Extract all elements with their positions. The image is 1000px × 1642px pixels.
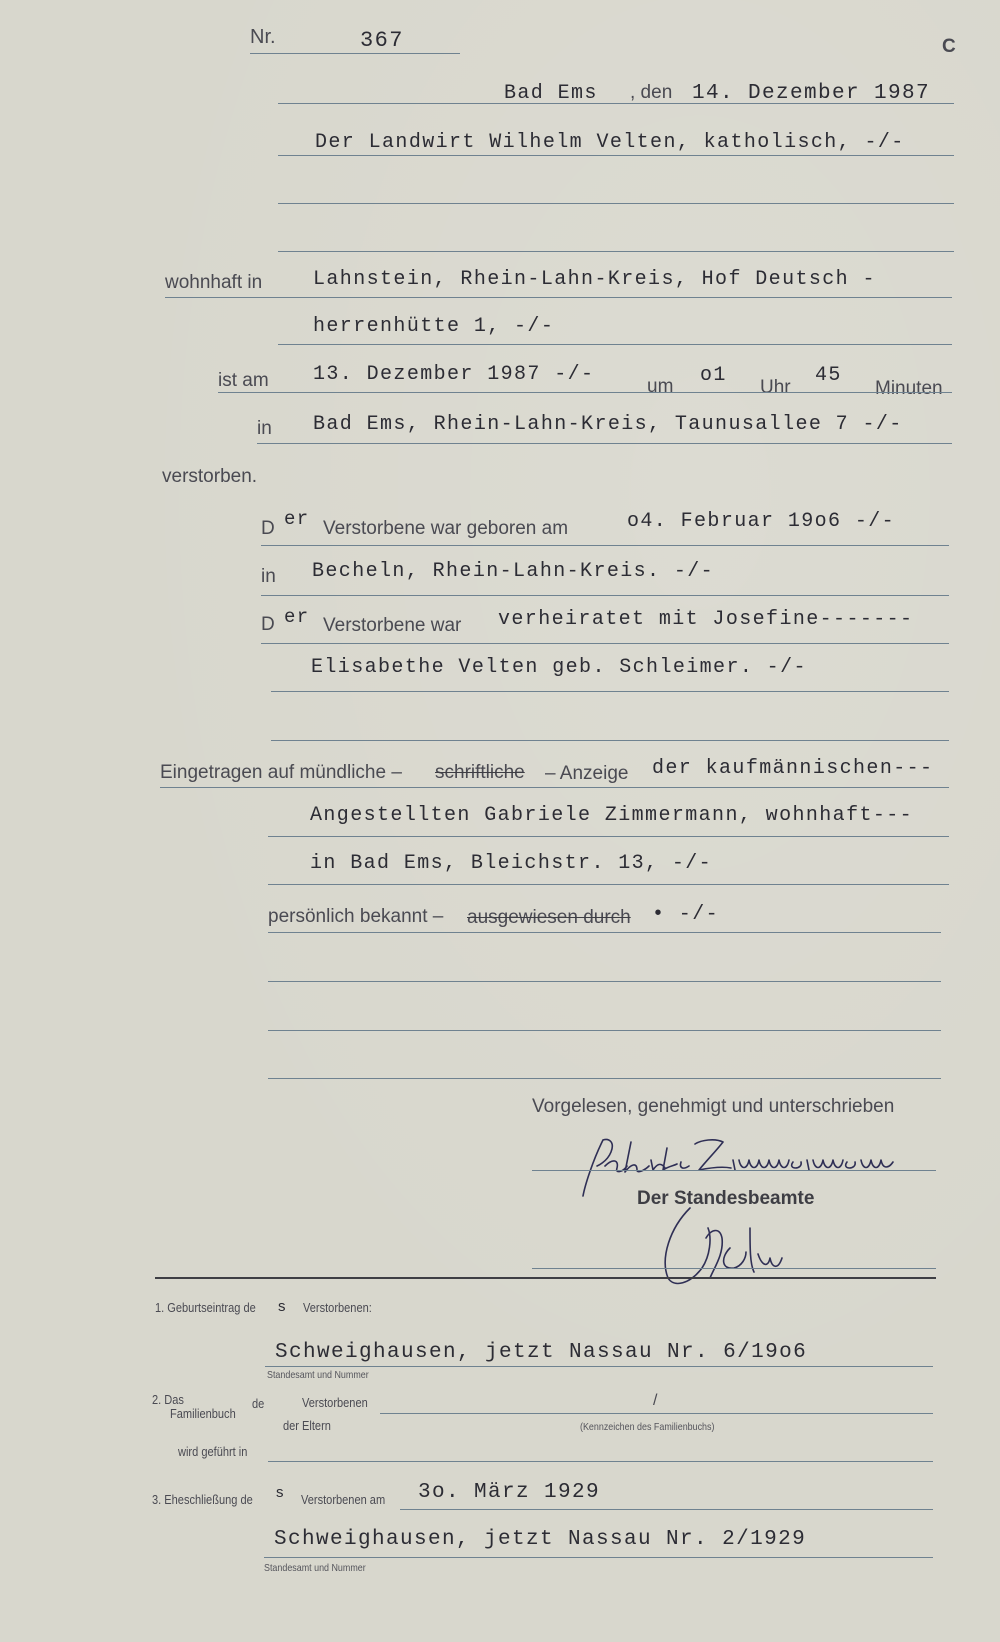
blank-rule-3: [268, 981, 941, 982]
birth-d-prefix: D: [261, 518, 275, 539]
residence-rule1: [165, 297, 952, 298]
death-hour: o1: [700, 364, 727, 387]
blank-rule-5: [268, 1078, 941, 1079]
registration-label-2: – Anzeige: [545, 763, 629, 784]
footer-item2-wird: wird geführt in: [178, 1444, 248, 1459]
footer-item2-slash: /: [653, 1392, 658, 1409]
ist-am-label: ist am: [218, 370, 269, 391]
residence-line2: herrenhütte 1, -/-: [313, 315, 555, 338]
footer-item3-value: Schweighausen, jetzt Nassau Nr. 2/1929: [274, 1528, 807, 1551]
date-line: [278, 103, 954, 104]
registration-rule1: [160, 787, 949, 788]
marital-d-prefix: D: [261, 614, 275, 635]
marital-er-suffix: er: [284, 606, 310, 628]
footer-item3-caption: Standesamt und Nummer: [264, 1562, 366, 1574]
marital-label: Verstorbene war: [323, 615, 462, 636]
identity-rule: [268, 932, 941, 933]
birth-place: Becheln, Rhein-Lahn-Kreis. -/-: [312, 560, 715, 583]
birth-date-rule: [261, 545, 949, 546]
marital-rule3: [271, 740, 949, 741]
residence-rule2: [278, 344, 952, 345]
nr-line: [250, 53, 460, 54]
footer-item3-s: s: [276, 1484, 284, 1501]
marital-line2: Elisabethe Velten geb. Schleimer. -/-: [311, 656, 807, 679]
footer-item2-num: 2. Das: [152, 1392, 184, 1407]
registration-line2: Angestellten Gabriele Zimmermann, wohnhaft---: [310, 804, 914, 827]
marital-rule1: [261, 643, 949, 644]
death-date-rule: [218, 392, 952, 393]
nr-value: 367: [360, 28, 404, 53]
marital-line1: verheiratet mit Josefine-------: [498, 608, 914, 631]
footer-item2-rule: [380, 1413, 933, 1414]
place-value: Bad Ems: [504, 82, 598, 105]
footer-item3-suffix: Verstorbenen am: [301, 1492, 386, 1507]
footer-item2-kennzeichen: (Kennzeichen des Familienbuchs): [580, 1421, 715, 1433]
um-label: um: [647, 376, 674, 397]
registrar-label: Der Standesbeamte: [637, 1188, 815, 1209]
verstorben-label: verstorben.: [162, 466, 258, 487]
footer-item2-familienbuch: Familienbuch: [170, 1406, 236, 1421]
footer-item1-value: Schweighausen, jetzt Nassau Nr. 6/19o6: [275, 1341, 808, 1364]
birth-in-label: in: [261, 566, 276, 587]
registrar-rule: [532, 1268, 936, 1269]
birth-er-suffix: er: [284, 508, 310, 530]
form-letter: C: [942, 36, 956, 57]
identity-value: • -/-: [652, 903, 720, 926]
footer-item3-rule: [264, 1557, 933, 1558]
informant-line: Der Landwirt Wilhelm Velten, katholisch, -/-: [315, 131, 905, 154]
registration-rule3: [268, 884, 949, 885]
death-date: 13. Dezember 1987 -/-: [313, 363, 595, 386]
informant-rule: [278, 155, 954, 156]
footer-item1-caption: Standesamt und Nummer: [267, 1369, 369, 1381]
residence-line1: Lahnstein, Rhein-Lahn-Kreis, Hof Deutsch -: [313, 268, 876, 291]
uhr-label: Uhr: [760, 377, 791, 398]
death-place-rule: [257, 443, 952, 444]
death-minutes: 45: [815, 364, 842, 387]
registration-line1: der kaufmännischen---: [652, 757, 934, 780]
registration-rule2: [268, 836, 949, 837]
identity-label-struck: ausgewiesen durch: [467, 907, 631, 928]
identity-label-1: persönlich bekannt –: [268, 906, 444, 927]
birth-place-rule: [261, 595, 949, 596]
nr-label: Nr.: [250, 26, 276, 48]
footer-item1-label: 1. Geburtseintrag de: [155, 1300, 256, 1315]
date-value: 14. Dezember 1987: [692, 82, 931, 105]
death-place: Bad Ems, Rhein-Lahn-Kreis, Taunusallee 7 -/-: [313, 413, 903, 436]
den-label: , den: [630, 82, 673, 103]
blank-rule-1: [278, 203, 954, 204]
footer-item2-verstorbenen: Verstorbenen: [302, 1395, 368, 1410]
footer-item3-label: 3. Eheschließung de: [152, 1492, 253, 1507]
wohnhaft-label: wohnhaft in: [165, 272, 263, 293]
registration-label-struck: schriftliche: [435, 762, 525, 783]
footer-item3-date-rule: [400, 1509, 933, 1510]
registration-line3: in Bad Ems, Bleichstr. 13, -/-: [310, 852, 713, 875]
footer-item1-suffix: Verstorbenen:: [303, 1300, 372, 1315]
read-approved-label: Vorgelesen, genehmigt und unterschrieben: [532, 1096, 895, 1117]
footer-item2-wird-rule: [268, 1461, 933, 1462]
marital-rule2: [271, 691, 949, 692]
footer-item3-date: 3o. März 1929: [418, 1481, 601, 1504]
registration-label-1: Eingetragen auf mündliche –: [160, 762, 402, 783]
footer-item1-s: s: [278, 1298, 286, 1315]
signature-rule: [532, 1170, 936, 1171]
blank-rule-2: [278, 251, 954, 252]
birth-date: o4. Februar 19o6 -/-: [627, 510, 896, 533]
footer-item2-eltern: der Eltern: [283, 1418, 331, 1433]
death-in-label: in: [257, 418, 272, 439]
minuten-label: Minuten: [875, 378, 943, 399]
footer-item2-de: de: [252, 1396, 265, 1411]
footer-divider: [155, 1277, 936, 1279]
blank-rule-4: [268, 1030, 941, 1031]
footer-item1-rule: [265, 1366, 933, 1367]
birth-label: Verstorbene war geboren am: [323, 518, 569, 539]
